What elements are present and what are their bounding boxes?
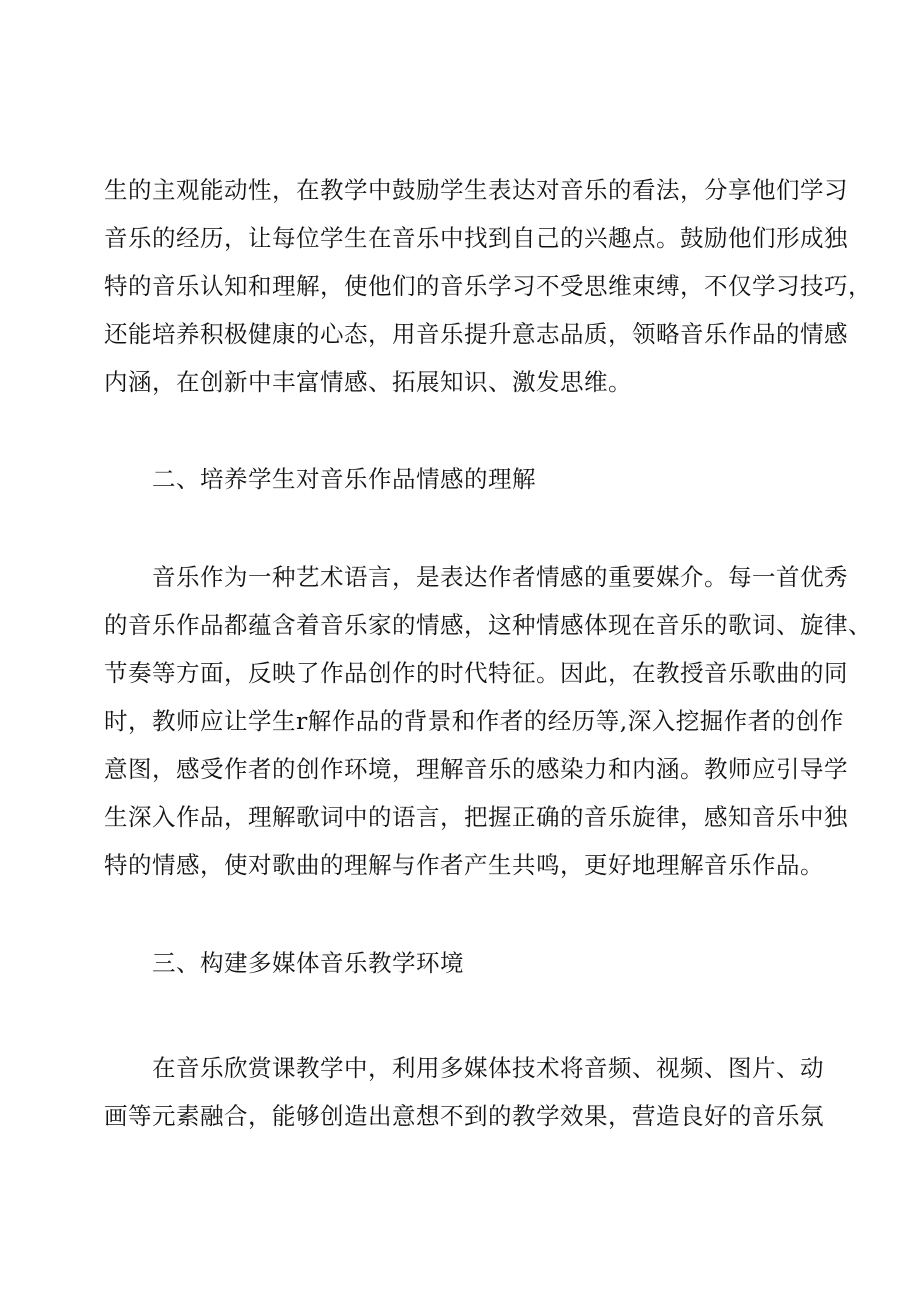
paragraph-1-line-5: 内涵，在创新中丰富情感、拓展知识、激发思维。 [104,368,632,396]
paragraph-1-line-1: 生的主观能动性，在教学中鼓励学生表达对音乐的看法，分享他们学习 [104,176,848,204]
section-heading-3: 三、构建多媒体音乐教学环境 [152,949,464,977]
paragraph-1-line-4: 还能培养积极健康的心态，用音乐提升意志品质，领略音乐作品的情感 [104,320,848,348]
paragraph-1-line-3: 特的音乐认知和理解，使他们的音乐学习不受思维束缚，不仅学习技巧， [104,272,872,300]
paragraph-3-line-1: 在音乐欣赏课教学中，利用多媒体技术将音频、视频、图片、动 [152,1054,824,1082]
paragraph-2-line-3: 节奏等方面，反映了作品创作的时代特征。因此，在教授音乐歌曲的同 [104,659,848,687]
paragraph-2-line-7: 特的情感，使对歌曲的理解与作者产生共鸣，更好地理解音乐作品。 [104,851,824,879]
section-heading-2: 二、培养学生对音乐作品情感的理解 [152,465,536,493]
paragraph-3-line-2: 画等元素融合，能够创造出意想不到的教学效果，营造良好的音乐氛 [104,1102,824,1130]
paragraph-2-line-4: 时，教师应让学生r解作品的背景和作者的经历等,深入挖掘作者的创作 [104,707,844,735]
paragraph-1-line-2: 音乐的经历，让每位学生在音乐中找到自己的兴趣点。鼓励他们形成独 [104,224,848,252]
paragraph-2-line-6: 生深入作品，理解歌词中的语言，把握正确的音乐旋律，感知音乐中独 [104,803,848,831]
paragraph-2-line-1: 音乐作为一种艺术语言，是表达作者情感的重要媒介。每一首优秀 [152,563,848,591]
paragraph-2-line-2: 的音乐作品都蕴含着音乐家的情感，这种情感体现在音乐的歌词、旋律、 [104,611,872,639]
paragraph-2-line-5: 意图，感受作者的创作环境，理解音乐的感染力和内涵。教师应引导学 [104,755,848,783]
